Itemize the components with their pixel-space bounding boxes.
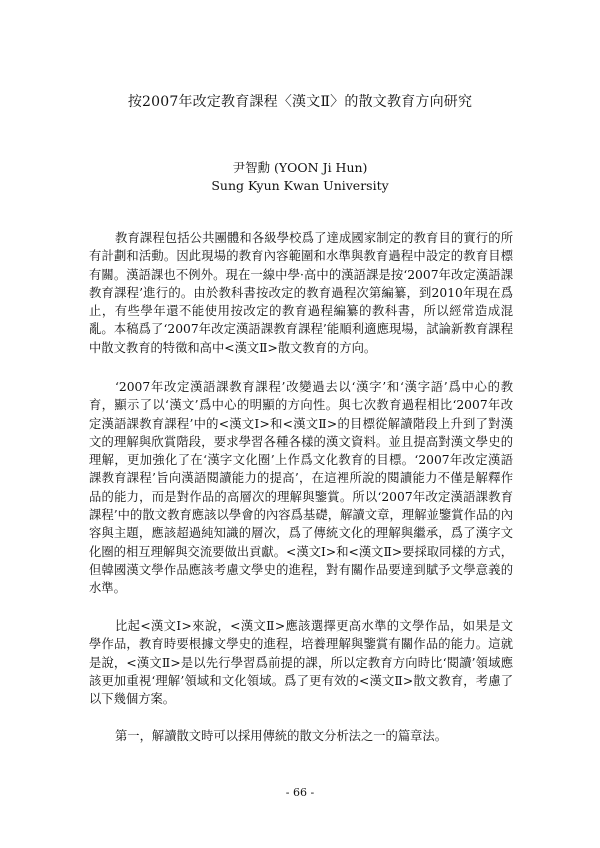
abstract-paragraph-4: 第一，解讀散文時可以採用傳統的散文分析法之一的篇章法。 xyxy=(115,729,448,743)
abstract-paragraph-3: 比起<漢文Ⅰ>來說，<漢文Ⅱ>應該選擇更高水準的文學作品，如果是文學作品，教育時要根據文學史的進程，培養理解與鑒賞有關作品的能力。這就是說，<漢文Ⅱ>是以先行學習爲前提的課，所以定教育方向時比‘閱讀’領域應該更加重視‘理解’領域和文化領域。爲了更有效的<漢文Ⅱ>散文教育，考慮了以下幾個方案。 xyxy=(89,619,513,707)
abstract-paragraph-1: 教育課程包括公共團體和各級學校爲了達成國家制定的教育目的實行的所有計劃和活動。因此現場的教育內容範圍和水準與教育過程中設定的教育目標有關。漢語課也不例外。現在一線中學·高中的漢語課是按‘2007年改定漢語課教育課程’進行的。由於教科書按改定的教育過程次第編纂，到2010年現在爲止，有些學年還不能使用按改定的教育過程編纂的教科書，所以經常造成混亂。本稿爲了‘2007年改定漢語課教育課程’能順利適應現場，試論新教育課程中散文教育的特徵和高中<漢文Ⅱ>散文教育的方向。 xyxy=(89,231,513,355)
abstract-paragraph-2: ‘2007年改定漢語課教育課程’改變過去以‘漢字’和‘漢字語’爲中心的教育，顯示了以‘漢文’爲中心的明顯的方向性。與七次教育過程相比‘2007年改定漢語課教育課程’中的<漢文Ⅰ>和<漢文Ⅱ>的目標從解讀階段上升到了對漢文的理解與欣賞階段，要求學習各種各樣的漢文資料。並且提高對漢文學史的理解，更加強化了在‘漢字文化圈’上作爲文化教育的目標。‘2007年改定漢語課教育課程’旨向漢語閱讀能力的提高’，在這裡所說的閱讀能力不僅是解釋作品的能力，而是對作品的高層次的理解與鑒賞。所以‘2007年改定漢語課教育課程’中的散文教育應該以學會的內容爲基礎，解讀文章，理解並鑒賞作品的內容與主題，應該超過純知識的層次，爲了傳統文化的理解與繼承，爲了漢字文化圈的相互理解與交流要做出貢獻。<漢文Ⅰ>和<漢文Ⅱ>要採取同樣的方式，但韓國漢文學作品應該考慮文學史的進程，對有關作品要達到賦予文學意義的水準。 xyxy=(89,380,513,596)
page-number: - 66 - xyxy=(285,786,315,799)
author-affiliation: Sung Kyun Kwan University xyxy=(211,178,389,193)
paper-title: 按2007年改定教育課程〈漢文Ⅱ〉的散文教育方向研究 xyxy=(127,94,473,110)
author-name: 尹智勳 (YOON Ji Hun) xyxy=(232,160,368,175)
